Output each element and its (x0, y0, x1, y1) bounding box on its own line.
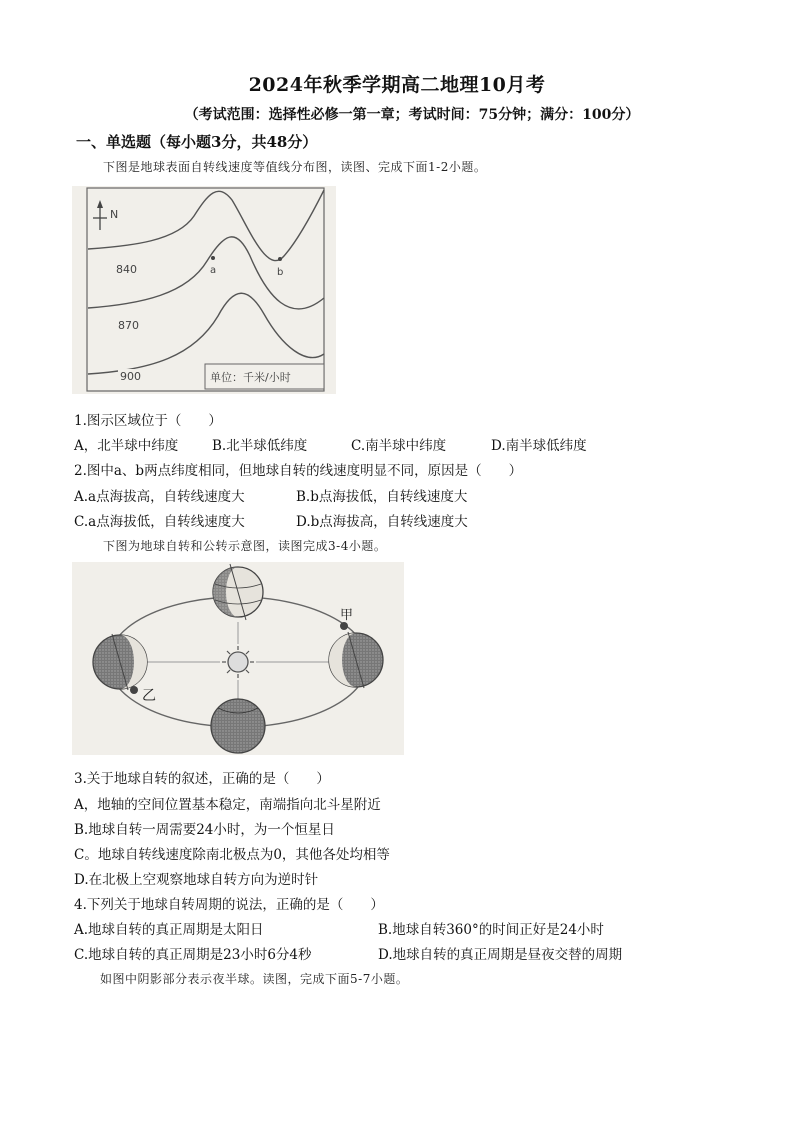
intro-text-3: 如图中阴影部分表示夜半球。读图，完成下面5-7小题。 (100, 972, 409, 986)
question-2-option-d[interactable]: D.b点海拔高，自转线速度大 (296, 514, 468, 530)
question-1-option-a[interactable]: A，北半球中纬度 (74, 438, 179, 454)
question-3-stem: 3.关于地球自转的叙述，正确的是（ ） (74, 771, 330, 787)
contour-map-svg (72, 186, 336, 394)
north-label: N (110, 208, 119, 221)
question-2-option-b[interactable]: B.b点海拔低，自转线速度大 (296, 489, 468, 505)
section-heading: 一、单选题（每小题3分，共48分） (76, 133, 318, 151)
question-2-option-a[interactable]: A.a点海拔高，自转线速度大 (74, 489, 245, 505)
contour-map-figure (72, 186, 336, 394)
intro-text-1: 下图是地球表面自转线速度等值线分布图，读图、完成下面1-2小题。 (103, 160, 487, 174)
label-jia: 甲 (340, 608, 354, 623)
earth-bottom-icon (211, 699, 265, 753)
question-4-option-a[interactable]: A.地球自转的真正周期是太阳日 (74, 922, 264, 938)
north-arrow-icon (93, 200, 107, 230)
question-3-option-a[interactable]: A，地轴的空间位置基本稳定，南端指向北斗星附近 (74, 797, 381, 813)
exam-subtitle: （考试范围：选择性必修一第一章；考试时间：75分钟；满分：100分） (184, 107, 640, 123)
question-1-option-d[interactable]: D.南半球低纬度 (491, 438, 587, 454)
question-4-option-c[interactable]: C.地球自转的真正周期是23小时6分4秒 (74, 947, 312, 963)
point-b-label: b (277, 267, 284, 278)
exam-title: 2024年秋季学期高二地理10月考 (248, 74, 546, 96)
question-3-option-b[interactable]: B.地球自转一周需要24小时，为一个恒星日 (74, 822, 335, 838)
question-4-stem: 4.下列关于地球自转周期的说法，正确的是（ ） (74, 897, 384, 913)
contour-label-870: 870 (118, 319, 139, 332)
question-1-option-c[interactable]: C.南半球中纬度 (351, 438, 447, 454)
question-3-option-d[interactable]: D.在北极上空观察地球自转方向为逆时针 (74, 872, 319, 888)
sun-icon (222, 646, 254, 678)
point-a-marker (211, 256, 215, 260)
contour-label-840: 840 (116, 263, 137, 276)
question-4-option-b[interactable]: B.地球自转360°的时间正好是24小时 (378, 922, 604, 938)
question-1-option-b[interactable]: B.北半球低纬度 (212, 438, 308, 454)
earth-right-icon (329, 622, 383, 688)
question-2-stem: 2.图中a、b两点纬度相同，但地球自转的线速度明显不同，原因是（ ） (74, 463, 523, 479)
map-frame (87, 188, 324, 391)
question-3-option-c[interactable]: C。地球自转线速度除南北极点为0，其他各处均相等 (74, 847, 390, 863)
earth-left-icon (93, 634, 147, 694)
contour-line-840 (88, 190, 324, 261)
label-yi: 乙 (142, 688, 156, 704)
point-b-marker (278, 257, 282, 261)
intro-text-2: 下图为地球自转和公转示意图，读图完成3-4小题。 (103, 539, 387, 553)
unit-label: 单位：千米/小时 (210, 371, 291, 384)
contour-line-900 (88, 293, 324, 374)
point-a-label: a (210, 265, 217, 276)
contour-label-900: 900 (120, 370, 141, 383)
question-2-option-c[interactable]: C.a点海拔低，自转线速度大 (74, 514, 245, 530)
question-1-stem: 1.图示区域位于（ ） (74, 413, 222, 429)
earth-top-icon (213, 564, 263, 620)
orbit-diagram-svg (72, 562, 404, 755)
question-4-option-d[interactable]: D.地球自转的真正周期是昼夜交替的周期 (378, 947, 623, 963)
orbit-diagram-figure (72, 562, 404, 755)
